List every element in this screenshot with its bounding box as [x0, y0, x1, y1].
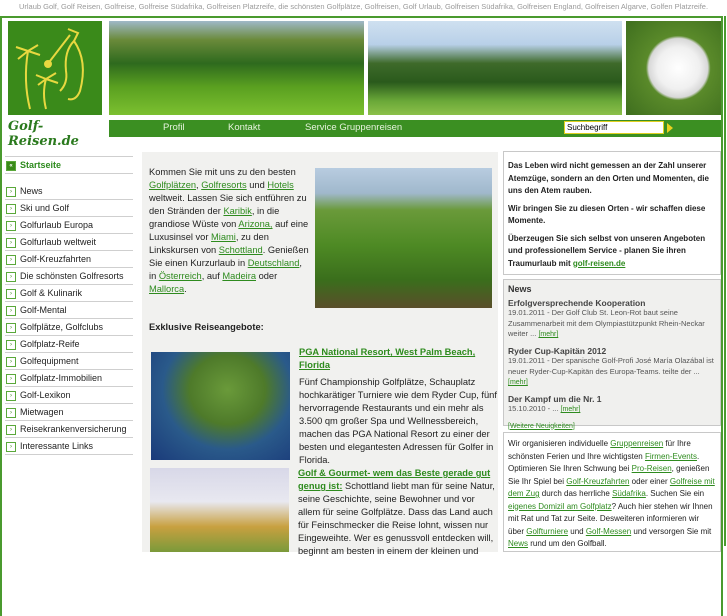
link-golf-reisen[interactable]: golf-reisen.de	[572, 258, 626, 268]
text: Überzeugen Sie sich selbst von unseren Angeboten und professionellem Service - planen Sie ihren Traumurlaub mit	[508, 233, 706, 268]
chevron-right-icon: ›	[6, 289, 16, 299]
chevron-right-icon: ›	[6, 255, 16, 265]
chevron-right-icon: ›	[6, 238, 16, 248]
sidebar-item-mietwagen[interactable]	[5, 404, 133, 421]
link-golfreise-zug[interactable]: Golfreise mit dem Zug	[508, 476, 715, 498]
more-news-link[interactable]: [Weitere Neuigkeiten]	[508, 422, 575, 430]
offer-photo-gourmet[interactable]	[150, 468, 289, 552]
chevron-right-icon: ›	[6, 425, 16, 435]
services-box	[503, 432, 721, 552]
sidebar-item-interessante-links[interactable]	[5, 438, 133, 455]
news-item	[508, 346, 716, 389]
double-chevron-left-icon: «	[6, 161, 16, 171]
chevron-right-icon: ›	[6, 374, 16, 384]
text: rund um den Golfball.	[528, 539, 607, 548]
sidebar-item-label: Mietwagen	[20, 407, 64, 417]
text: . Optimieren Sie Ihren Schwung bei	[508, 451, 700, 473]
header-photo-golfball	[626, 21, 721, 115]
sidebar-item-golfplatz-immobilien[interactable]	[5, 370, 133, 387]
sidebar-item-label: Golf-Mental	[20, 305, 67, 315]
text: und versorgen Sie mit	[631, 526, 712, 536]
sidebar-item-label: Golfurlaub Europa	[20, 220, 94, 230]
quote-text: Das Leben wird nicht gemessen an der Zahl unserer Atemzüge, sondern an den Orten und Momenten, die uns den Atem rauben.	[508, 161, 709, 195]
sidebar-item-label: Golfequipment	[20, 356, 79, 366]
sidebar-item-golf-lexikon[interactable]	[5, 387, 133, 404]
sidebar-item-ski-golf[interactable]	[5, 200, 133, 217]
frame-right-border	[724, 16, 726, 546]
link-news[interactable]: News	[508, 539, 529, 548]
link-schottland[interactable]: Schottland	[218, 245, 263, 255]
text: durch das herrliche	[539, 489, 613, 498]
text: .	[184, 284, 187, 294]
sidebar-item-label: Golfplatz-Immobilien	[20, 373, 103, 383]
header-photo-fairway	[368, 21, 622, 115]
text: für Ihre schönsten Ferien und Ihre wichtigsten	[508, 439, 691, 461]
sidebar-item-golfplaetze[interactable]	[5, 319, 133, 336]
link-golfresorts[interactable]: Golfresorts	[201, 180, 247, 190]
sidebar-item-label: Golfplätze, Golfclubs	[20, 322, 104, 332]
news-title[interactable]: Ryder Cup-Kapitän 2012	[508, 345, 607, 356]
link-golf-messen[interactable]: Golf-Messen	[585, 526, 632, 536]
news-title[interactable]: Der Kampf um die Nr. 1	[508, 393, 602, 404]
header-photo-golf-course	[109, 21, 364, 115]
link-pro-reisen[interactable]: Pro-Reisen	[631, 464, 672, 473]
nav-kontakt[interactable]: Kontakt	[228, 122, 261, 133]
sidebar-item-golfequipment[interactable]	[5, 353, 133, 370]
link-suedafrika[interactable]: Südafrika	[612, 489, 646, 498]
chevron-right-icon: ›	[6, 408, 16, 418]
text: , zu den Linkskursen von	[149, 232, 269, 255]
logo-text[interactable]: Golf-Reisen.de	[8, 119, 79, 149]
chevron-right-icon: ›	[6, 323, 16, 333]
link-madeira[interactable]: Madeira	[222, 271, 256, 281]
sidebar-item-label: Interessante Links	[20, 441, 94, 451]
text: weltweit. Lassen Sie sich entführen zu den Stränden der	[149, 193, 307, 216]
quote-text	[508, 233, 716, 271]
text: , in	[149, 258, 302, 281]
top-navigation	[109, 120, 721, 137]
link-miami[interactable]: Miami	[211, 232, 236, 242]
sidebar-item-label: News	[20, 186, 43, 196]
offers-heading: Exklusive Reiseangebote:	[149, 322, 264, 332]
intro-text	[149, 166, 309, 296]
sidebar-item-label: Startseite	[20, 160, 62, 170]
link-deutschland[interactable]: Deutschland	[247, 258, 300, 268]
text: . Suchen Sie ein	[645, 489, 705, 498]
sidebar-item-startseite[interactable]	[5, 156, 133, 174]
text: und	[568, 526, 586, 536]
link-arizona[interactable]: Arizona,	[238, 219, 273, 229]
news-more-link[interactable]: [mehr]	[538, 331, 559, 338]
chevron-right-icon: ›	[6, 272, 16, 282]
link-golfplaetzen[interactable]: Golfplätzen	[149, 180, 197, 190]
seo-keywords-line: Urlaub Golf, Golf Reisen, Golfreise, Golfreise Südafrika, Golfreisen Platzreife, die schönsten Golfplätze, Golfreisen, Golf Urlaub, Golfreisen Südafrika, Golfreisen England, Golfreisen Algarve, Golfen Platzreife.	[18, 2, 709, 11]
link-domizil-golfplatz[interactable]: eigenes Domizil am Golfplatz	[508, 501, 612, 511]
text: ,	[196, 180, 202, 190]
news-item	[508, 298, 716, 341]
sidebar-item-golf-kreuzfahrten[interactable]	[5, 251, 133, 268]
news-text: 15.10.2010 - ...	[508, 404, 561, 413]
sidebar-menu	[5, 156, 133, 455]
sidebar-item-label: Golfplatz-Reife	[20, 339, 80, 349]
text: oder	[256, 271, 278, 281]
link-firmen-events[interactable]: Firmen-Events	[644, 451, 697, 461]
link-mallorca[interactable]: Mallorca	[149, 284, 185, 294]
sidebar-item-label: Golf-Lexikon	[20, 390, 71, 400]
quote-box	[503, 151, 721, 275]
link-golf-kreuzfahrten[interactable]: Golf-Kreuzfahrten	[566, 476, 630, 486]
link-gruppenreisen[interactable]: Gruppenreisen	[610, 439, 664, 448]
text: und	[246, 180, 268, 190]
sidebar-item-golf-mental[interactable]	[5, 302, 133, 319]
offer-pga-national	[299, 346, 497, 467]
text: Kommen Sie mit uns zu den besten	[149, 167, 296, 177]
news-more-link[interactable]: [mehr]	[560, 406, 581, 413]
news-text: 19.01.2011 - Der Golf Club St. Leon-Rot baut seine Zusammenarbeit mit dem Olympiastützpunkt Rhein-Neckar weiter ...	[508, 308, 705, 338]
nav-service-gruppenreisen[interactable]: Service Gruppenreisen	[305, 122, 403, 133]
sidebar-item-label: Golf & Kulinarik	[20, 288, 83, 298]
nav-profil[interactable]: Profil	[163, 122, 185, 133]
link-golfturniere[interactable]: Golfturniere	[526, 526, 569, 536]
sidebar-item-label: Golfurlaub weltweit	[20, 237, 97, 247]
news-text: 19.01.2011 - Der spanische Golf-Profi José María Olazábal ist neuer Ryder-Cup-Kapitän des Europa-Teams. teilte der ...	[508, 356, 714, 376]
link-hotels[interactable]: Hotels	[267, 180, 294, 190]
search-input[interactable]: Suchbegriff	[564, 121, 664, 134]
golfer-palm-logo-icon[interactable]	[8, 21, 102, 115]
chevron-right-icon: ›	[6, 391, 16, 401]
offer-text: Fünf Championship Golfplätze, Schauplatz hochkarätiger Turniere wie dem Ryder Cup, fünf hervorragende Restaurants und ein mehr als 3.500 qm großer Spa und Wellnessbereich, machen das PGA National Resort zu einer der besten und elegantesten Adressen für Golfer in Florida.	[299, 377, 497, 465]
text: oder einer	[629, 476, 670, 486]
chevron-right-icon: ›	[6, 204, 16, 214]
sidebar-item-label: Golf-Kreuzfahrten	[20, 254, 92, 264]
offer-photo-pga-resort[interactable]	[151, 352, 290, 460]
chevron-right-icon: ›	[6, 306, 16, 316]
news-more-link[interactable]: [mehr]	[508, 379, 528, 386]
golfer-logo-svg	[8, 21, 102, 115]
quote-text: Wir bringen Sie zu diesen Orten - wir schaffen diese Momente.	[508, 203, 706, 225]
news-item	[508, 394, 716, 416]
text: . Genießen Sie einen Kurzurlaub in	[149, 245, 309, 268]
text: auf eine Luxusinsel vor	[149, 219, 309, 242]
text: , genießen Sie Ihr Spiel bei	[508, 464, 710, 486]
sidebar-item-golfurlaub-europa[interactable]	[5, 217, 133, 234]
arrow-right-icon[interactable]	[667, 123, 673, 133]
news-box	[503, 279, 721, 430]
offer-title-link[interactable]: Golf & Gourmet- wem das Beste gerade gut genug ist:	[298, 468, 491, 491]
text: Wir organisieren individuelle	[508, 439, 611, 448]
sidebar-item-label: Ski und Golf	[20, 203, 70, 213]
sidebar-item-golf-kulinarik[interactable]	[5, 285, 133, 302]
sidebar-item-reisekrankenversicherung[interactable]	[5, 421, 133, 438]
offer-title-link[interactable]: PGA National Resort, West Palm Beach, Florida	[299, 347, 476, 370]
chevron-right-icon: ›	[6, 187, 16, 197]
sidebar-item-news[interactable]	[5, 183, 133, 200]
text: ? Auch hier stehen wir Ihnen mit Rat und Tat zur Seite. Desweiteren informieren wir über	[508, 501, 713, 536]
offer-golf-gourmet	[298, 467, 496, 558]
chevron-right-icon: ›	[6, 340, 16, 350]
chevron-right-icon: ›	[6, 357, 16, 367]
sidebar-item-label: Reisekrankenversicherung	[20, 424, 127, 434]
chevron-right-icon: ›	[6, 442, 16, 452]
news-heading: News	[508, 284, 532, 294]
sidebar-item-label: Die schönsten Golfresorts	[20, 271, 124, 281]
text: , in die grandiose Wüste von	[149, 206, 280, 229]
link-oesterreich[interactable]: Österreich	[158, 271, 202, 281]
news-title[interactable]: Erfolgversprechende Kooperation	[508, 297, 646, 308]
link-karibik[interactable]: Karibik	[223, 206, 252, 216]
text: , auf	[201, 271, 223, 281]
main-content	[142, 152, 498, 556]
chevron-right-icon: ›	[6, 221, 16, 231]
sidebar-item-golfresorts[interactable]	[5, 268, 133, 285]
intro-photo-links-course	[315, 168, 492, 308]
sidebar-item-golfurlaub-weltweit[interactable]	[5, 234, 133, 251]
offer-text: Schottland liebt man für seine Natur, seine Geschichte, seine Bewohner und vor allem für seine Golfplätze. Dass das Land auch für Feinschmecker die Reise lohnt, wissen nur Eingeweihte. Wer es genussvoll entdecken will, beginnt am besten in einem der kleinen und	[298, 481, 495, 556]
sidebar-item-golfplatz-reife[interactable]	[5, 336, 133, 353]
